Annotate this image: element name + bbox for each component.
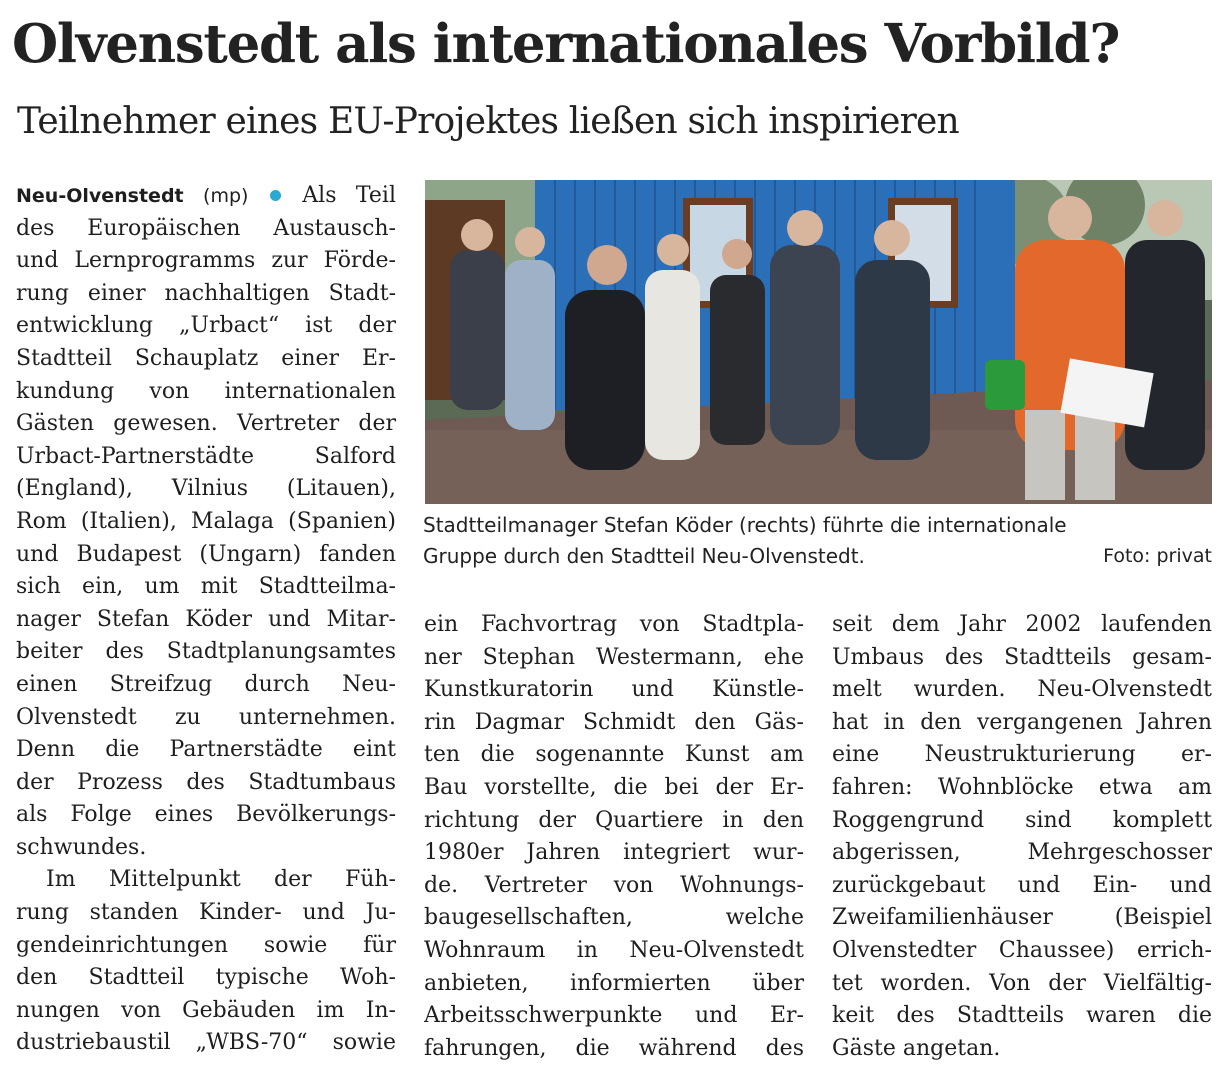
dateline-bullet-icon [270, 190, 281, 201]
body-line: 1980er Jahren integriert wur- [424, 840, 804, 866]
body-line: gendeinrichtungen sowie für [16, 932, 396, 958]
body-line: rin Dagmar Schmidt den Gäs- [424, 709, 804, 735]
body-line: eine Neustrukturierung er- [832, 742, 1212, 768]
body-line: ten die sogenannte Kunst am [424, 742, 804, 768]
photo-caption [423, 510, 1213, 572]
body-line: de. Vertreter von Wohnungs- [424, 872, 804, 898]
body-line: beiter des Stadtplanungsamtes [16, 639, 396, 665]
body-line: einen Streifzug durch Neu- [16, 671, 396, 697]
body-line: Im Mittelpunkt der Füh- [46, 867, 396, 893]
body-line: und Lernprogramms zur Förde- [16, 248, 396, 274]
body-line: Umbaus des Stadtteils gesam- [832, 644, 1212, 670]
body-line: Olvenstedter Chaussee) errich- [832, 937, 1212, 963]
body-line: Gäste angetan. [832, 1035, 1001, 1061]
body-line: zurückgebaut und Ein- und [832, 872, 1212, 898]
body-line: schwundes. [16, 834, 147, 860]
body-line: Olvenstedt zu unternehmen. [16, 704, 396, 730]
body-line: rung einer nachhaltigen Stadt- [16, 280, 396, 306]
body-line: Rom (Italien), Malaga (Spanien) [16, 508, 396, 534]
body-line: richtung der Quartiere in den [424, 807, 804, 833]
body-line: entwicklung „Urbact“ ist der [16, 313, 396, 339]
body-line: anbieten, informierten über [424, 970, 804, 996]
photo-credit: Foto: privat [1103, 545, 1212, 567]
body-line: Kunstkuratorin und Künstle- [424, 677, 804, 703]
body-line: seit dem Jahr 2002 laufenden [832, 612, 1212, 637]
body-line: Roggengrund sind komplett [832, 807, 1212, 833]
dateline-place: Neu-Olvenstedt [16, 185, 184, 207]
headline: Olvenstedt als internationales Vorbild? [12, 13, 1120, 75]
body-line: Denn die Partnerstädte eint [16, 737, 396, 763]
dateline-line [16, 180, 396, 213]
body-line: Als Teil [302, 183, 396, 208]
body-line: (England), Vilnius (Litauen), [16, 476, 396, 502]
body-line: Gästen gewesen. Vertreter der [16, 411, 396, 437]
caption-line: Gruppe durch den Stadtteil Neu-Olvenstedt. [423, 544, 865, 568]
body-line: und Budapest (Ungarn) fanden [16, 541, 396, 567]
body-line: als Folge eines Bevölkerungs- [16, 802, 396, 828]
body-line: des Europäischen Austausch- [16, 215, 396, 241]
body-line: fahrungen, die während des [424, 1035, 804, 1061]
group-photo-illustration [425, 180, 1212, 504]
article-column-1 [16, 180, 396, 1060]
caption-line: Stadtteilmanager Stefan Köder (rechts) führte die internationale [423, 513, 1067, 537]
body-line: fahren: Wohnblöcke etwa am [832, 774, 1212, 800]
body-line: Wohnraum in Neu-Olvenstedt [424, 937, 804, 963]
body-line: melt wurden. Neu-Olvenstedt [832, 677, 1212, 703]
body-line: baugesellschaften, welche [424, 905, 804, 931]
body-line: Zweifamilienhäuser (Beispiel [832, 905, 1212, 931]
body-line: ein Fachvortrag von Stadtpla- [424, 612, 804, 637]
body-line: Urbact-Partnerstädte Salford [16, 443, 396, 469]
article-column-3 [832, 609, 1212, 1065]
article-column-2 [424, 609, 804, 1065]
body-line: Stadtteil Schauplatz einer Er- [16, 345, 396, 371]
body-line: Bau vorstellte, die bei der Er- [424, 774, 804, 800]
body-line: rung standen Kinder- und Ju- [16, 900, 396, 926]
body-line: nungen von Gebäuden im In- [16, 997, 396, 1023]
body-line: dustriebaustil „WBS-70“ sowie [16, 1030, 396, 1056]
body-line: Arbeitsschwerpunkte und Er- [424, 1003, 804, 1029]
body-line: keit des Stadtteils waren die [832, 1003, 1212, 1029]
body-line: abgerissen, Mehrgeschosser [832, 840, 1212, 866]
subheadline: Teilnehmer eines EU-Projektes ließen sich inspirieren [17, 101, 959, 142]
body-line: hat in den vergangenen Jahren [832, 709, 1212, 735]
body-line: den Stadtteil typische Woh- [16, 965, 396, 991]
body-line: der Prozess des Stadtumbaus [16, 769, 396, 795]
dateline-agency: (mp) [203, 185, 249, 207]
body-line: kundung von internationalen [16, 378, 396, 404]
body-line: nager Stefan Köder und Mitar- [16, 606, 396, 632]
body-line: tet worden. Von der Vielfältig- [832, 970, 1212, 996]
article-photo [425, 180, 1212, 504]
body-line: ner Stephan Westermann, ehe [424, 644, 804, 670]
body-line: sich ein, um mit Stadtteilma- [16, 574, 396, 600]
